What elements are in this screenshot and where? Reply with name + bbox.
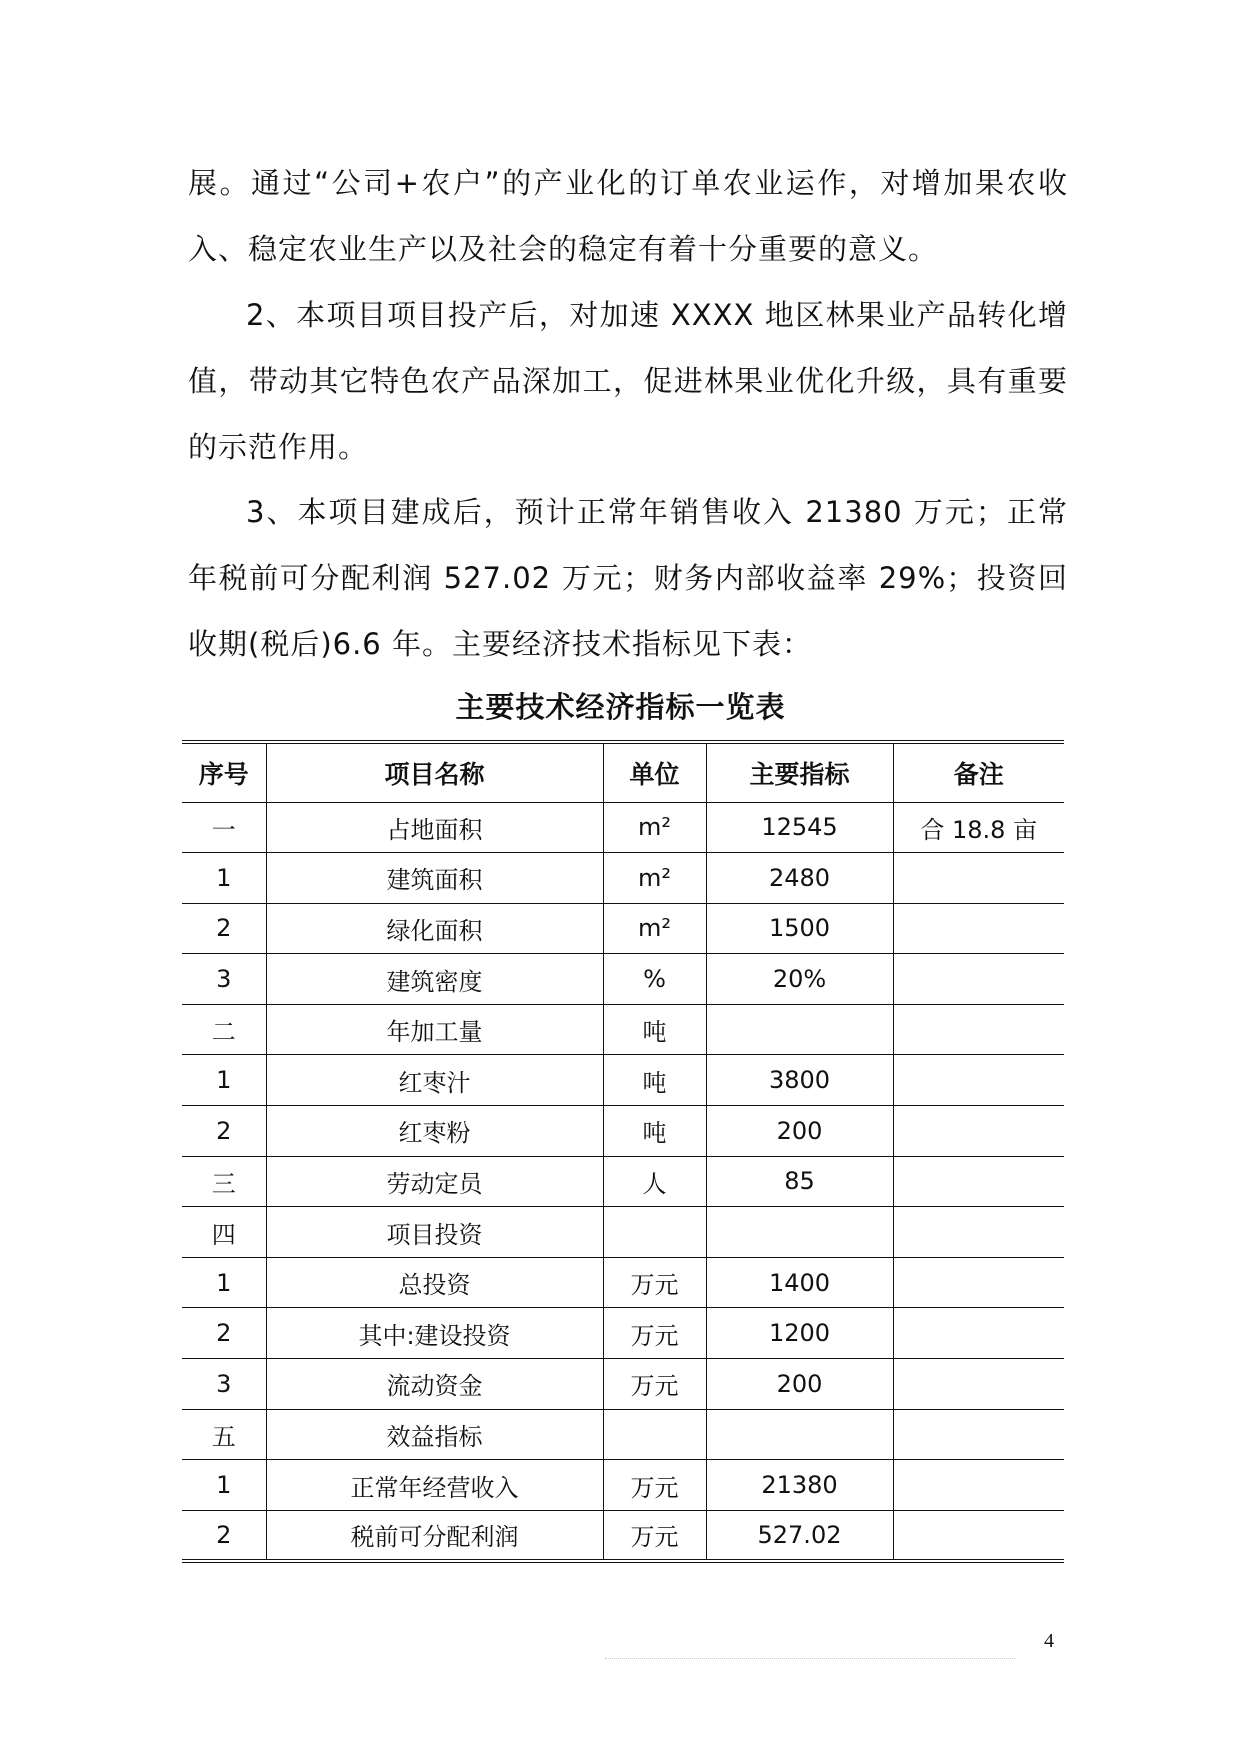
table-cell bbox=[893, 1359, 1064, 1410]
header-cell: 单位 bbox=[603, 742, 706, 802]
header-cell: 序号 bbox=[182, 742, 266, 802]
table-cell: 其中:建设投资 bbox=[266, 1308, 603, 1359]
table-row bbox=[182, 1106, 1064, 1157]
table-cell: 万元 bbox=[603, 1510, 706, 1561]
table-cell: 劳动定员 bbox=[266, 1156, 603, 1207]
table-cell: 红枣粉 bbox=[266, 1106, 603, 1157]
table-cell: 1500 bbox=[706, 903, 893, 954]
table-row bbox=[182, 1207, 1064, 1258]
table-cell: 2 bbox=[182, 1106, 266, 1157]
table-cell bbox=[893, 903, 1064, 954]
header-cell: 主要指标 bbox=[706, 742, 893, 802]
table-row bbox=[182, 1257, 1064, 1308]
footer-divider bbox=[605, 1658, 1015, 1659]
table-row bbox=[182, 1156, 1064, 1207]
table-cell: 1 bbox=[182, 1460, 266, 1511]
table-cell bbox=[893, 1156, 1064, 1207]
table-cell: 流动资金 bbox=[266, 1359, 603, 1410]
table-row bbox=[182, 853, 1064, 904]
table-row bbox=[182, 1308, 1064, 1359]
table-cell: 四 bbox=[182, 1207, 266, 1258]
table-cell: 项目投资 bbox=[266, 1207, 603, 1258]
table-cell: 万元 bbox=[603, 1359, 706, 1410]
paragraph-3: 3、本项目建成后，预计正常年销售收入 21380 万元；正常年税前可分配利润 527.02 万元；财务内部收益率 29%；投资回收期(税后)6.6 年。主要经济技术指标见下表： bbox=[188, 495, 1068, 661]
table-cell: 吨 bbox=[603, 1106, 706, 1157]
table-cell: 12545 bbox=[706, 802, 893, 853]
table-cell: 万元 bbox=[603, 1460, 706, 1511]
table-cell: 绿化面积 bbox=[266, 903, 603, 954]
table-cell: 1 bbox=[182, 1257, 266, 1308]
table-cell: 20% bbox=[706, 954, 893, 1005]
table-cell: m² bbox=[603, 802, 706, 853]
table-cell: 21380 bbox=[706, 1460, 893, 1511]
table-row bbox=[182, 903, 1064, 954]
paragraph-1: 展。通过“公司+农户”的产业化的订单农业运作，对增加果农收入、稳定农业生产以及社会的稳定有着十分重要的意义。 bbox=[188, 166, 1068, 266]
table-row bbox=[182, 1460, 1064, 1511]
table-row bbox=[182, 1409, 1064, 1460]
table-cell: 建筑面积 bbox=[266, 853, 603, 904]
table-cell: 红枣汁 bbox=[266, 1055, 603, 1106]
table-cell: 1 bbox=[182, 853, 266, 904]
table-cell bbox=[893, 1308, 1064, 1359]
table-cell bbox=[893, 954, 1064, 1005]
table-cell: 税前可分配利润 bbox=[266, 1510, 603, 1561]
table-cell: % bbox=[603, 954, 706, 1005]
table-cell: 1 bbox=[182, 1055, 266, 1106]
table-cell: m² bbox=[603, 853, 706, 904]
table-cell bbox=[603, 1409, 706, 1460]
table-title: 主要技术经济指标一览表 bbox=[455, 690, 786, 724]
table-cell: 总投资 bbox=[266, 1257, 603, 1308]
table-cell bbox=[893, 1257, 1064, 1308]
table-cell: 2 bbox=[182, 1308, 266, 1359]
table-header-row bbox=[182, 742, 1064, 802]
table-cell: 吨 bbox=[603, 1055, 706, 1106]
table-cell: 二 bbox=[182, 1004, 266, 1055]
table-cell bbox=[893, 1510, 1064, 1561]
table-row bbox=[182, 954, 1064, 1005]
table-cell: 三 bbox=[182, 1156, 266, 1207]
table-cell: 正常年经营收入 bbox=[266, 1460, 603, 1511]
table-cell: 3800 bbox=[706, 1055, 893, 1106]
table-cell: 200 bbox=[706, 1359, 893, 1410]
table-row bbox=[182, 802, 1064, 853]
table-cell: 527.02 bbox=[706, 1510, 893, 1561]
table-cell: 万元 bbox=[603, 1308, 706, 1359]
indicator-table bbox=[182, 740, 1064, 1563]
table-cell bbox=[706, 1207, 893, 1258]
table-cell: 85 bbox=[706, 1156, 893, 1207]
table-cell: 吨 bbox=[603, 1004, 706, 1055]
table-cell: 2 bbox=[182, 903, 266, 954]
table-cell: 1400 bbox=[706, 1257, 893, 1308]
paragraph-2: 2、本项目项目投产后，对加速 XXXX 地区林果业产品转化增值，带动其它特色农产品深加工，促进林果业优化升级，具有重要的示范作用。 bbox=[188, 298, 1068, 464]
table-cell bbox=[706, 1004, 893, 1055]
table-cell bbox=[893, 1055, 1064, 1106]
table-cell: 建筑密度 bbox=[266, 954, 603, 1005]
table-cell bbox=[893, 1460, 1064, 1511]
table-row bbox=[182, 1510, 1064, 1561]
table-cell: 一 bbox=[182, 802, 266, 853]
table-cell bbox=[893, 1207, 1064, 1258]
table-cell: 占地面积 bbox=[266, 802, 603, 853]
table-row bbox=[182, 1359, 1064, 1410]
table-cell: 2480 bbox=[706, 853, 893, 904]
table-cell bbox=[893, 1409, 1064, 1460]
table-cell: 1200 bbox=[706, 1308, 893, 1359]
table-cell: 万元 bbox=[603, 1257, 706, 1308]
table-cell: 3 bbox=[182, 954, 266, 1005]
table-cell: 五 bbox=[182, 1409, 266, 1460]
table-cell: 人 bbox=[603, 1156, 706, 1207]
table-cell bbox=[893, 1106, 1064, 1157]
table-cell: 2 bbox=[182, 1510, 266, 1561]
table-cell: m² bbox=[603, 903, 706, 954]
table-cell bbox=[603, 1207, 706, 1258]
table-cell bbox=[706, 1409, 893, 1460]
table-cell bbox=[893, 853, 1064, 904]
table-cell: 效益指标 bbox=[266, 1409, 603, 1460]
table-cell: 3 bbox=[182, 1359, 266, 1410]
table-cell: 合 18.8 亩 bbox=[893, 802, 1064, 853]
header-cell: 备注 bbox=[893, 742, 1064, 802]
table-row bbox=[182, 1004, 1064, 1055]
table-row bbox=[182, 1055, 1064, 1106]
page-number: 4 bbox=[1044, 1630, 1054, 1652]
table-cell: 200 bbox=[706, 1106, 893, 1157]
table-cell bbox=[893, 1004, 1064, 1055]
header-cell: 项目名称 bbox=[266, 742, 603, 802]
table-cell: 年加工量 bbox=[266, 1004, 603, 1055]
